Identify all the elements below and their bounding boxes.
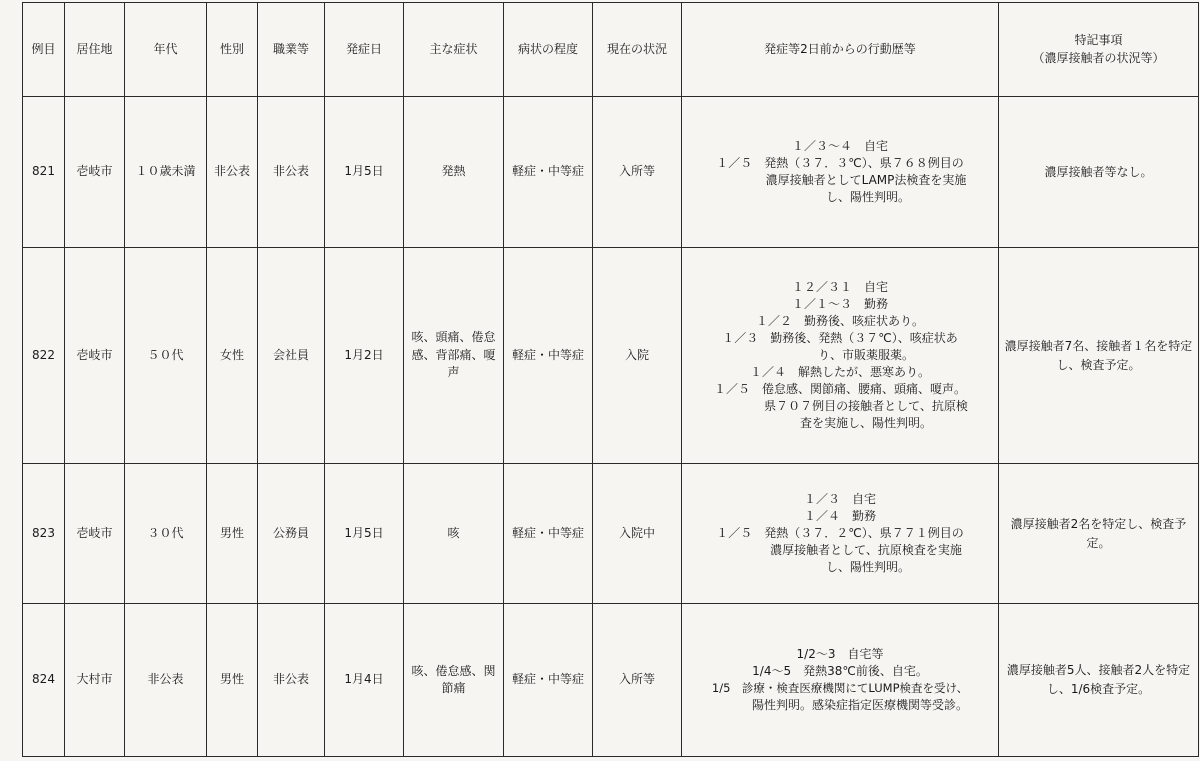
notes-text: 濃厚接触者等なし。 (1044, 164, 1153, 179)
cell-notes (999, 604, 1199, 757)
cell-status: 入所等 (593, 97, 682, 248)
history-line: 濃厚接触者として、抗原検査を実施 (770, 543, 962, 558)
header-onset: 発症日 (325, 3, 404, 97)
cell-onset: 1月4日 (325, 604, 404, 757)
table-row (23, 248, 1199, 464)
table-row (23, 97, 1199, 248)
history-line: 1/4～5 発熱38℃前後、自宅。 (752, 664, 928, 679)
cell-sex: 男性 (207, 604, 258, 757)
header-symptoms: 主な症状 (404, 3, 504, 97)
cell-history (682, 248, 999, 464)
history-line: １／３ 勤務後、発熱（３７℃）、咳症状あ (722, 330, 958, 345)
history-line: 1/2～3 自宅等 (796, 647, 884, 662)
header-notes-subtitle: （濃厚接触者の状況等） (1032, 50, 1165, 65)
cell-history (682, 604, 999, 757)
cell-onset: 1月2日 (325, 248, 404, 464)
history-line: １／３～４ 自宅 (791, 138, 888, 153)
cell-residence: 壱岐市 (65, 464, 125, 604)
cell-case-no: 823 (23, 464, 65, 604)
header-residence: 居住地 (65, 3, 125, 97)
header-row (23, 3, 1199, 97)
history-line: し、陽性判明。 (825, 560, 910, 575)
cell-sex: 非公表 (207, 97, 258, 248)
cell-occupation: 非公表 (258, 604, 325, 757)
table-row (23, 464, 1199, 604)
history-line: 濃厚接触者としてLAMP法検査を実施 (765, 173, 967, 187)
header-age: 年代 (125, 3, 207, 97)
header-severity: 病状の程度 (504, 3, 593, 97)
cell-status: 入院中 (593, 464, 682, 604)
history-line: １／２ 勤務後、咳症状あり。 (755, 313, 924, 328)
cell-notes (999, 97, 1199, 248)
history-line: １／５ 倦怠感、関節痛、腰痛、頭痛、嗄声。 (713, 382, 966, 397)
history-line: １／４ 解熱したが、悪寒あり。 (749, 365, 930, 380)
history-line: １／１～３ 勤務 (791, 296, 888, 311)
cell-onset: 1月5日 (325, 97, 404, 248)
cell-occupation: 非公表 (258, 97, 325, 248)
cell-history (682, 464, 999, 604)
cell-age: １０歳未満 (125, 97, 207, 248)
header-case-no: 例目 (23, 3, 65, 97)
notes-text: 濃厚接触者2名を特定し、検査予定。 (1010, 516, 1187, 550)
cell-age: 非公表 (125, 604, 207, 757)
history-line: １／３ 自宅 (803, 491, 876, 506)
history-line: １／５ 発熱（３７．２℃）、県７７１例目の (716, 525, 964, 540)
table-row (23, 604, 1199, 757)
cell-case-no: 822 (23, 248, 65, 464)
cell-severity: 軽症・中等症 (504, 97, 593, 248)
history-line: １／４ 勤務 (803, 508, 876, 523)
cell-residence: 壱岐市 (65, 248, 125, 464)
cell-symptoms: 咳、頭痛、倦怠感、背部痛、嗄声 (404, 248, 504, 464)
header-status: 現在の状況 (593, 3, 682, 97)
cell-history (682, 97, 999, 248)
history-line: １２／３１ 自宅 (791, 279, 888, 294)
header-notes (999, 3, 1199, 97)
header-occupation: 職業等 (258, 3, 325, 97)
header-notes-title: 特記事項 (1074, 33, 1123, 48)
history-line: り、市販薬服薬。 (817, 347, 914, 362)
cell-case-no: 821 (23, 97, 65, 248)
cell-occupation: 会社員 (258, 248, 325, 464)
cell-severity: 軽症・中等症 (504, 248, 593, 464)
cell-residence: 大村市 (65, 604, 125, 757)
cell-notes (999, 464, 1199, 604)
history-line: 1/5 診療・検査医療機関にてLUMP検査を受け、 (711, 681, 969, 696)
cell-symptoms: 咳、倦怠感、関節痛 (404, 604, 504, 757)
cell-status: 入院 (593, 248, 682, 464)
cell-age: ３０代 (125, 464, 207, 604)
history-line: 陽性判明。感染症指定医療機関等受診。 (751, 697, 968, 712)
cell-onset: 1月5日 (325, 464, 404, 604)
cell-severity: 軽症・中等症 (504, 464, 593, 604)
cell-sex: 男性 (207, 464, 258, 604)
cell-age: ５０代 (125, 248, 207, 464)
notes-text: 濃厚接触者5人、接触者2人を特定し、1/6検査予定。 (1006, 663, 1191, 696)
cell-notes (999, 248, 1199, 464)
cell-symptoms: 咳 (404, 464, 504, 604)
cell-sex: 女性 (207, 248, 258, 464)
header-history: 発症等2日前からの行動歴等 (682, 3, 999, 97)
case-table (22, 2, 1199, 757)
cell-occupation: 公務員 (258, 464, 325, 604)
notes-text: 濃厚接触者7名、接触者１名を特定し、検査予定。 (1004, 338, 1193, 372)
history-line: １／５ 発熱（３７．３℃）、県７６８例目の (716, 155, 964, 170)
cell-severity: 軽症・中等症 (504, 604, 593, 757)
cell-status: 入所等 (593, 604, 682, 757)
header-sex: 性別 (207, 3, 258, 97)
cell-case-no: 824 (23, 604, 65, 757)
cell-residence: 壱岐市 (65, 97, 125, 248)
history-line: し、陽性判明。 (825, 190, 910, 205)
history-line: 査を実施し、陽性判明。 (799, 416, 932, 431)
cell-symptoms: 発熱 (404, 97, 504, 248)
history-line: 県７０７例目の接触者として、抗原検 (764, 399, 968, 414)
